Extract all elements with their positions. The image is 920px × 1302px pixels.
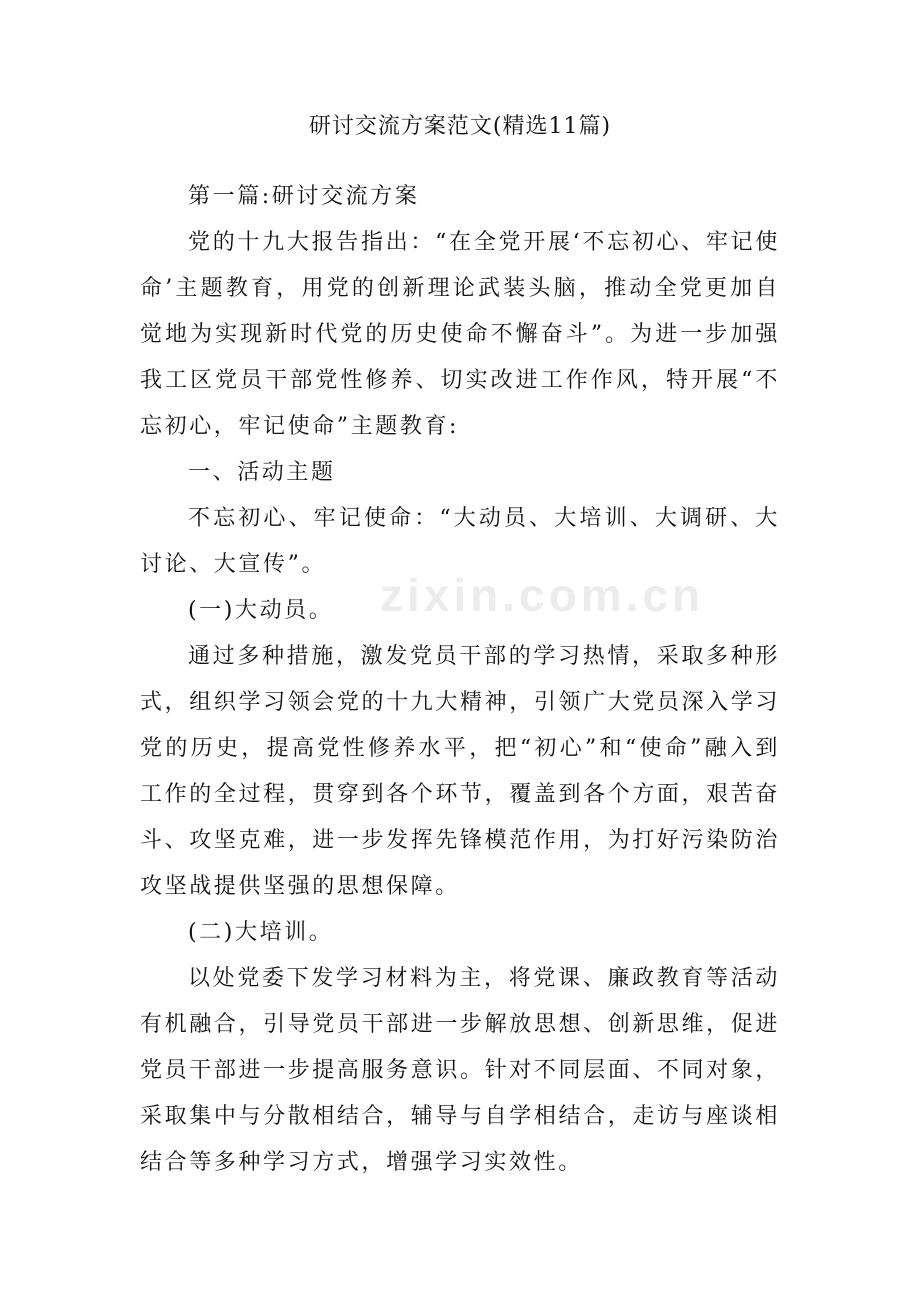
paragraph-intro: 党的十九大报告指出：“在全党开展‘不忘初心、牢记使命’主题教育，用党的创新理论武装头脑，推动全党更加自觉地为实现新时代党的历史使命不懈奋斗”。为进一步加强我工区党员干部党性修养、切实改进工作作风，特开展“不忘初心，牢记使命”主题教育: — [140, 230, 780, 439]
paragraph-theme: 不忘初心、牢记使命：“大动员、大培训、大调研、大讨论、大宣传”。 — [140, 506, 780, 577]
document-body — [140, 174, 780, 1186]
section-heading-first: 第一篇:研讨交流方案 — [188, 184, 420, 209]
document-title: 研讨交流方案范文(精选11篇) — [308, 114, 612, 139]
section-heading-activity-theme: 一、活动主题 — [188, 460, 336, 485]
watermark: zixin.com.cn — [380, 569, 705, 621]
subheading-training: (二)大培训。 — [188, 920, 334, 945]
subheading-mobilization: (一)大动员。 — [188, 598, 334, 623]
paragraph-mobilization: 通过多种措施，激发党员干部的学习热情，采取多种形式，组织学习领会党的十九大精神，引领广大党员深入学习党的历史，提高党性修养水平，把“初心”和“使命”融入到工作的全过程，贯穿到各个环节，覆盖到各个方面，艰苦奋斗、攻坚克难，进一步发挥先锋模范作用，为打好污染防治攻坚战提供坚强的思想保障。 — [140, 644, 780, 899]
paragraph-training: 以处党委下发学习材料为主，将党课、廉政教育等活动有机融合，引导党员干部进一步解放思想、创新思维，促进党员干部进一步提高服务意识。针对不同层面、不同对象，采取集中与分散相结合，辅导与自学相结合，走访与座谈相结合等多种学习方式，增强学习实效性。 — [140, 966, 780, 1175]
